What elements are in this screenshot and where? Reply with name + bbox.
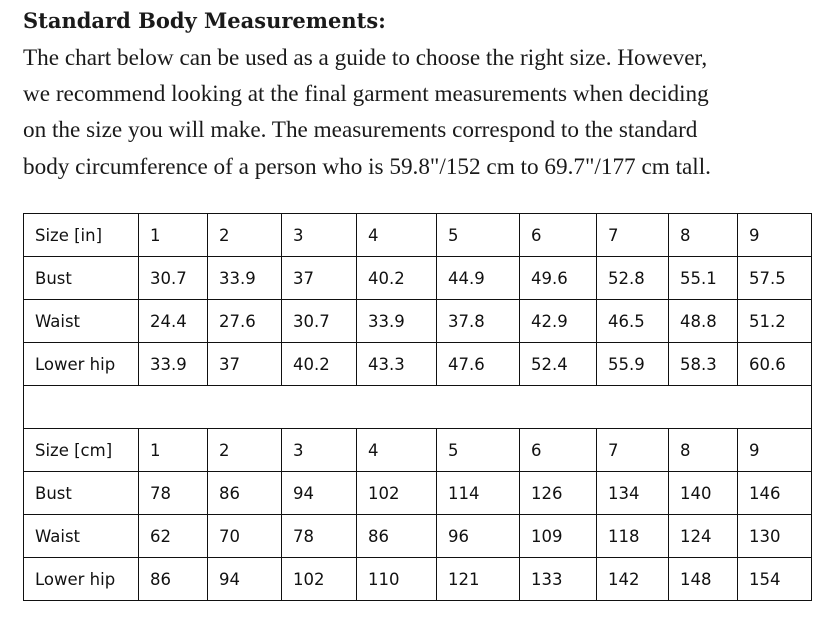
table-cell: 60.6: [738, 343, 812, 386]
table-cell: 94: [208, 558, 282, 601]
table-cell: 102: [357, 472, 437, 515]
table-cell: 37: [208, 343, 282, 386]
table-cell: 5: [437, 214, 520, 257]
table-cell: 142: [597, 558, 669, 601]
table-cell: 148: [669, 558, 738, 601]
table-cell: 62: [139, 515, 208, 558]
row-label: Bust: [24, 472, 139, 515]
table-cell: 118: [597, 515, 669, 558]
table-cell: 2: [208, 214, 282, 257]
table-cell: 78: [282, 515, 357, 558]
table-cell: 3: [282, 214, 357, 257]
table-cell: 55.1: [669, 257, 738, 300]
table-cell: 124: [669, 515, 738, 558]
table-cell: 33.9: [357, 300, 437, 343]
table-cell: 33.9: [208, 257, 282, 300]
table-cell: 154: [738, 558, 812, 601]
inch-size-header-row: [24, 214, 812, 257]
inch-lower-hip-row: [24, 343, 812, 386]
table-cell: 1: [139, 214, 208, 257]
intro-paragraph: [23, 40, 823, 185]
table-cell: 37: [282, 257, 357, 300]
table-cell: 96: [437, 515, 520, 558]
table-cell: 44.9: [437, 257, 520, 300]
cm-bust-row: [24, 472, 812, 515]
table-cell: 52.8: [597, 257, 669, 300]
table-cell: 4: [357, 214, 437, 257]
table-cell: 8: [669, 214, 738, 257]
cm-size-header-row: [24, 429, 812, 472]
table-cell: 51.2: [738, 300, 812, 343]
spacer-cell: [24, 386, 812, 429]
table-cell: 9: [738, 214, 812, 257]
table-cell: 94: [282, 472, 357, 515]
table-cell: 30.7: [282, 300, 357, 343]
table-cell: 86: [208, 472, 282, 515]
table-cell: 40.2: [282, 343, 357, 386]
table-cell: 47.6: [437, 343, 520, 386]
table-cell: 110: [357, 558, 437, 601]
table-cell: 40.2: [357, 257, 437, 300]
table-cell: 30.7: [139, 257, 208, 300]
table-cell: 86: [357, 515, 437, 558]
table-cell: 86: [139, 558, 208, 601]
table-cell: 7: [597, 429, 669, 472]
table-cell: 9: [738, 429, 812, 472]
row-label: Bust: [24, 257, 139, 300]
intro-line: The chart below can be used as a guide to choose the right size. However,: [23, 45, 708, 71]
row-label: Size [in]: [24, 214, 139, 257]
table-cell: 70: [208, 515, 282, 558]
table-cell: 3: [282, 429, 357, 472]
table-cell: 4: [357, 429, 437, 472]
table-cell: 27.6: [208, 300, 282, 343]
table-cell: 130: [738, 515, 812, 558]
table-cell: 57.5: [738, 257, 812, 300]
table-cell: 37.8: [437, 300, 520, 343]
table-cell: 146: [738, 472, 812, 515]
table-cell: 1: [139, 429, 208, 472]
cm-waist-row: [24, 515, 812, 558]
table-cell: 114: [437, 472, 520, 515]
spacer-row: [24, 386, 812, 429]
row-label: Waist: [24, 515, 139, 558]
table-cell: 6: [520, 214, 597, 257]
row-label: Lower hip: [24, 558, 139, 601]
table-cell: 2: [208, 429, 282, 472]
cm-lower-hip-row: [24, 558, 812, 601]
inch-waist-row: [24, 300, 812, 343]
table-cell: 109: [520, 515, 597, 558]
table-cell: 55.9: [597, 343, 669, 386]
table-cell: 48.8: [669, 300, 738, 343]
table-cell: 121: [437, 558, 520, 601]
table-cell: 24.4: [139, 300, 208, 343]
table-cell: 102: [282, 558, 357, 601]
table-cell: 126: [520, 472, 597, 515]
table-cell: 49.6: [520, 257, 597, 300]
table-cell: 133: [520, 558, 597, 601]
table-cell: 33.9: [139, 343, 208, 386]
page-heading: Standard Body Measurements:: [23, 8, 386, 33]
table-cell: 46.5: [597, 300, 669, 343]
table-cell: 43.3: [357, 343, 437, 386]
table-cell: 6: [520, 429, 597, 472]
table-cell: 140: [669, 472, 738, 515]
table-cell: 134: [597, 472, 669, 515]
row-label: Lower hip: [24, 343, 139, 386]
table-cell: 58.3: [669, 343, 738, 386]
row-label: Waist: [24, 300, 139, 343]
table-cell: 8: [669, 429, 738, 472]
table-cell: 78: [139, 472, 208, 515]
intro-line: on the size you will make. The measurements correspond to the standard: [23, 117, 698, 144]
table-cell: 42.9: [520, 300, 597, 343]
row-label: Size [cm]: [24, 429, 139, 472]
intro-line: we recommend looking at the final garment measurements when deciding: [23, 81, 709, 108]
inch-bust-row: [24, 257, 812, 300]
intro-line: body circumference of a person who is 59.8"/152 cm to 69.7"/177 cm tall.: [23, 153, 711, 180]
table-cell: 7: [597, 214, 669, 257]
table-cell: 5: [437, 429, 520, 472]
size-chart-table: [23, 213, 812, 601]
table-cell: 52.4: [520, 343, 597, 386]
